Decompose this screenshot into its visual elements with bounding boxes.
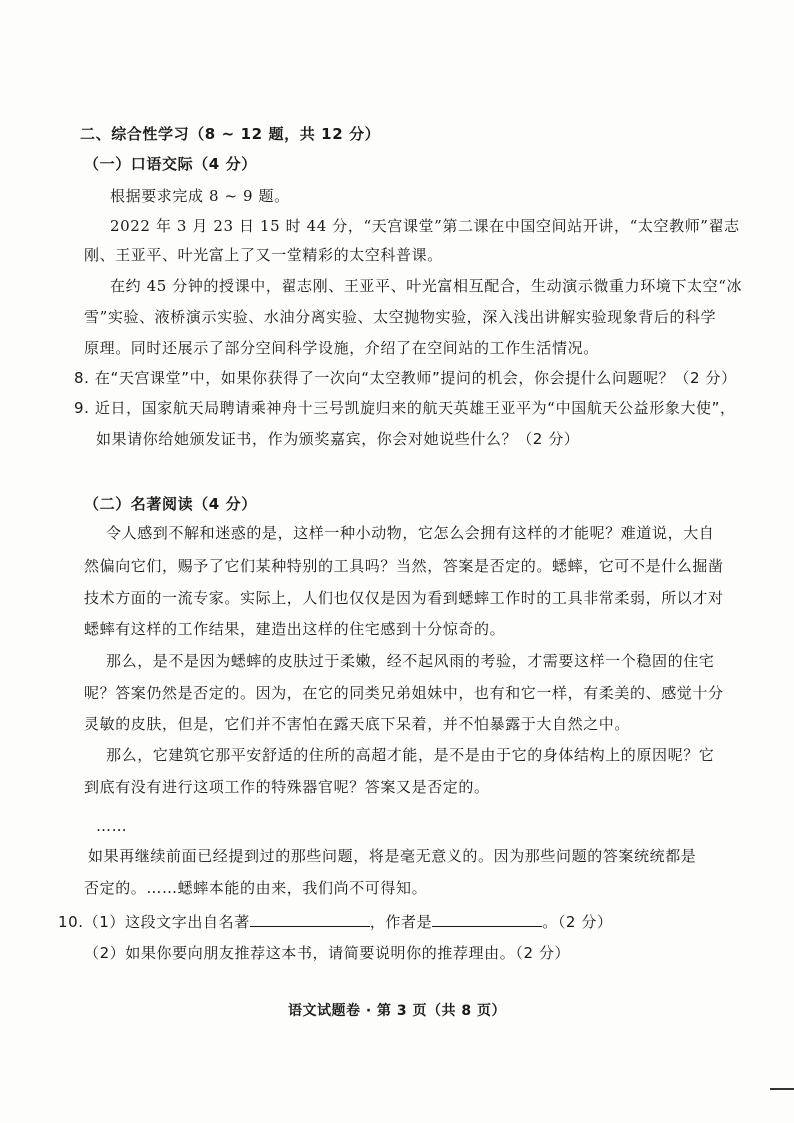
passage-ellipsis: …… (96, 817, 128, 835)
passage-line: 那么，它建筑它那平安舒适的住所的高超才能，是不是由于它的身体结构上的原因呢？它 (106, 746, 715, 764)
subsection-heading-oral: （一）口语交际（4 分） (84, 155, 257, 173)
passage-line: 否定的。……蟋蟀本能的由来，我们尚不可得知。 (84, 879, 428, 897)
passage-line: 灵敏的皮肤，但是，它们并不害怕在露天底下呆着，并不怕暴露于大自然之中。 (84, 715, 631, 733)
question-8: 8. 在“天宫课堂”中，如果你获得了一次向“太空教师”提问的机会，你会提什么问题呢？（2 分） (74, 369, 737, 387)
passage-line: 到底有没有进行这项工作的特殊器官呢？答案又是否定的。 (84, 778, 490, 796)
page-footer: 语文试题卷 · 第 3 页（共 8 页） (287, 1003, 507, 1019)
paragraph-line: 在约 45 分钟的授课中，翟志刚、王亚平、叶光富相互配合，生动演示微重力环境下太空“冰 (110, 277, 743, 295)
book-title-blank[interactable] (250, 910, 370, 927)
author-blank[interactable] (432, 910, 542, 927)
question-9: 9. 近日，国家航天局聘请乘神舟十三号凯旋归来的航天英雄王亚平为“中国航天公益形象大使”， (74, 399, 736, 417)
instruction-text: 根据要求完成 8 ~ 9 题。 (110, 187, 290, 205)
scan-edge-mark (770, 1088, 794, 1090)
passage-line: 蟋蟀有这样的工作结果，建造出这样的住宅感到十分惊奇的。 (84, 620, 506, 638)
paragraph-line: 原理。同时还展示了部分空间科学设施，介绍了在空间站的工作生活情况。 (84, 339, 599, 357)
paragraph-line: 雪”实验、液桥演示实验、水油分离实验、太空抛物实验，深入浅出讲解实验现象背后的科学 (84, 308, 717, 326)
paragraph-line: 刚、王亚平、叶光富上了又一堂精彩的太空科普课。 (84, 246, 443, 264)
question-10-1-author-label: ，作者是 (369, 913, 433, 931)
question-9-continued: 如果请你给她颁发证书，作为颁奖嘉宾，你会对她说些什么？（2 分） (96, 430, 580, 448)
passage-line: 如果再继续前面已经提到过的那些问题，将是毫无意义的。因为那些问题的答案统统都是 (88, 847, 697, 865)
passage-line: 技术方面的一流专家。实际上，人们也仅仅是因为看到蟋蟀工作时的工具非常柔弱，所以才对 (84, 589, 724, 607)
section-heading: 二、综合性学习（8 ~ 12 题，共 12 分） (80, 125, 381, 143)
question-10-2: （2）如果你要向朋友推荐这本书，请简要说明你的推荐理由。（2 分） (84, 944, 571, 962)
passage-line: 那么，是不是因为蟋蟀的皮肤过于柔嫩，经不起风雨的考验，才需要这样一个稳固的住宅 (106, 652, 715, 670)
paragraph-line: 2022 年 3 月 23 日 15 时 44 分，“天宫课堂”第二课在中国空间站开讲，“太空教师”翟志 (110, 217, 740, 235)
passage-line: 令人感到不解和迷惑的是，这样一种小动物，它怎么会拥有这样的才能呢？难道说，大自 (106, 524, 715, 542)
passage-line: 然偏向它们，赐予了它们某种特别的工具吗？当然，答案是否定的。蟋蟀，它可不是什么掘凿 (84, 557, 724, 575)
question-10-1 (58, 910, 613, 933)
passage-line: 呢？答案仍然是否定的。因为，在它的同类兄弟姐妹中，也有和它一样，有柔美的、感觉十分 (84, 684, 724, 702)
question-10-1-score: 。（2 分） (542, 913, 613, 931)
subsection-heading-reading: （二）名著阅读（4 分） (84, 495, 257, 513)
question-10-1-text: 10.（1）这段文字出自名著 (58, 913, 250, 931)
